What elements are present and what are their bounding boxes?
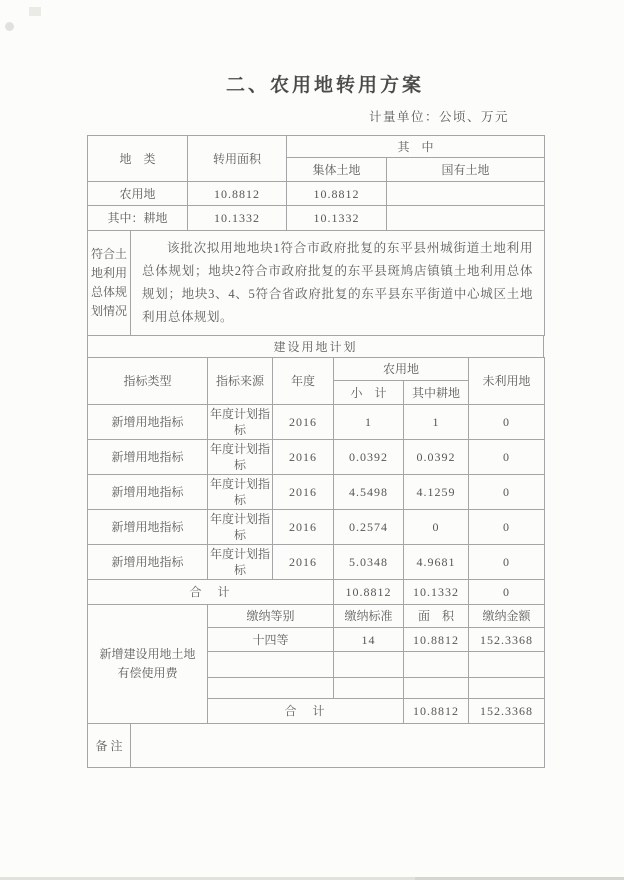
cell-area — [404, 652, 469, 678]
compliance-text: 该批次拟用地地块1符合市政府批复的东平县州城街道土地利用总体规划；地块2符合市政府批复的东平县斑鸠店镇镇土地利用总体规划；地块3、4、5符合省政府批复的东平县东平街道中心城区土地利用总体规划。 — [131, 231, 545, 336]
plan-row — [88, 510, 545, 545]
header-year: 年度 — [273, 358, 334, 405]
cell-unused: 0 — [469, 475, 545, 510]
plan-row — [88, 405, 545, 440]
cell-subtotal: 0.0392 — [334, 440, 404, 475]
construction-plan-title: 建设用地计划 — [88, 336, 544, 358]
header-agricultural-land: 农用地 — [334, 358, 469, 381]
header-conversion-area: 转用面积 — [188, 136, 287, 182]
cell-fee-total-amount: 152.3368 — [469, 699, 545, 724]
header-payment-amount: 缴纳金额 — [469, 605, 545, 628]
cell-cultivated: 0 — [404, 510, 469, 545]
construction-plan-title-row — [87, 335, 544, 358]
header-collective-land: 集体土地 — [287, 158, 387, 182]
cell-unused: 0 — [469, 440, 545, 475]
cell-fee-total-label: 合 计 — [208, 699, 404, 724]
cell-indicator-source: 年度计划指标 — [208, 440, 273, 475]
cell-area: 10.8812 — [404, 628, 469, 652]
construction-plan-table — [87, 357, 545, 605]
header-state-owned-land: 国有土地 — [387, 158, 545, 182]
remarks-label: 备 注 — [88, 724, 131, 768]
cell-year: 2016 — [273, 405, 334, 440]
cell-unused: 0 — [469, 510, 545, 545]
cell-indicator-type: 新增用地指标 — [88, 405, 208, 440]
cell-total-label: 合 计 — [88, 580, 334, 605]
cell-unused: 0 — [469, 545, 545, 580]
plan-total-row — [88, 580, 545, 605]
planning-compliance-section — [87, 230, 545, 336]
header-subtotal: 小 计 — [334, 381, 404, 405]
page-title: 二、农用地转用方案 — [226, 75, 425, 96]
header-unused-land: 未利用地 — [469, 358, 545, 405]
header-indicator-source: 指标来源 — [208, 358, 273, 405]
header-land-type: 地 类 — [88, 136, 188, 182]
scan-smudge-artifact — [29, 7, 41, 16]
cell-cultivated: 4.1259 — [404, 475, 469, 510]
cell-indicator-type: 新增用地指标 — [88, 545, 208, 580]
cell-payment-grade: 十四等 — [208, 628, 334, 652]
scan-speck-artifact — [5, 22, 14, 31]
plan-row — [88, 440, 545, 475]
cell-subtotal: 4.5498 — [334, 475, 404, 510]
cell-year: 2016 — [273, 475, 334, 510]
cell-indicator-source: 年度计划指标 — [208, 405, 273, 440]
header-payment-standard: 缴纳标准 — [334, 605, 404, 628]
cell-year: 2016 — [273, 545, 334, 580]
cell-subtotal: 0.2574 — [334, 510, 404, 545]
cell-area — [404, 678, 469, 699]
land-use-fee-table — [87, 604, 545, 724]
cell-payment-amount: 152.3368 — [469, 628, 545, 652]
cell-cultivated: 4.9681 — [404, 545, 469, 580]
cell-total-subtotal: 10.8812 — [334, 580, 404, 605]
header-of-which: 其 中 — [287, 136, 545, 158]
cell-year: 2016 — [273, 440, 334, 475]
land-conversion-table — [87, 135, 545, 231]
cell-year: 2016 — [273, 510, 334, 545]
form-body — [87, 136, 544, 768]
cell-indicator-type: 新增用地指标 — [88, 510, 208, 545]
cell-payment-standard: 14 — [334, 628, 404, 652]
row-agricultural-land — [88, 182, 545, 206]
cell-state-owned-area — [387, 206, 545, 231]
cell-land-type: 农用地 — [88, 182, 188, 206]
cell-payment-amount — [469, 678, 545, 699]
cell-collective-area: 10.1332 — [287, 206, 387, 231]
cell-indicator-type: 新增用地指标 — [88, 440, 208, 475]
fee-section-label: 新增建设用地土地有偿使用费 — [88, 605, 208, 724]
plan-row — [88, 475, 545, 510]
header-of-which-cultivated: 其中耕地 — [404, 381, 469, 405]
cell-state-owned-area — [387, 182, 545, 206]
cell-subtotal: 1 — [334, 405, 404, 440]
cell-conversion-area: 10.1332 — [188, 206, 287, 231]
plan-row — [88, 545, 545, 580]
remarks-content — [131, 724, 545, 768]
cell-payment-grade — [208, 652, 334, 678]
measurement-unit-note: 计量单位：公顷、万元 — [369, 110, 510, 124]
header-payment-grade: 缴纳等别 — [208, 605, 334, 628]
cell-total-unused: 0 — [469, 580, 545, 605]
remarks-section — [87, 723, 545, 768]
cell-total-cultivated: 10.1332 — [404, 580, 469, 605]
cell-unused: 0 — [469, 405, 545, 440]
cell-payment-standard — [334, 652, 404, 678]
row-cultivated-land — [88, 206, 545, 231]
cell-payment-standard — [334, 678, 404, 699]
cell-payment-amount — [469, 652, 545, 678]
cell-indicator-source: 年度计划指标 — [208, 545, 273, 580]
cell-collective-area: 10.8812 — [287, 182, 387, 206]
header-indicator-type: 指标类型 — [88, 358, 208, 405]
cell-land-type: 其中：耕地 — [88, 206, 188, 231]
compliance-label: 符合土地利用总体规划情况 — [88, 231, 131, 336]
header-area: 面 积 — [404, 605, 469, 628]
cell-conversion-area: 10.8812 — [188, 182, 287, 206]
cell-indicator-source: 年度计划指标 — [208, 510, 273, 545]
cell-indicator-source: 年度计划指标 — [208, 475, 273, 510]
cell-fee-total-area: 10.8812 — [404, 699, 469, 724]
cell-cultivated: 0.0392 — [404, 440, 469, 475]
cell-payment-grade — [208, 678, 334, 699]
cell-indicator-type: 新增用地指标 — [88, 475, 208, 510]
cell-subtotal: 5.0348 — [334, 545, 404, 580]
cell-cultivated: 1 — [404, 405, 469, 440]
